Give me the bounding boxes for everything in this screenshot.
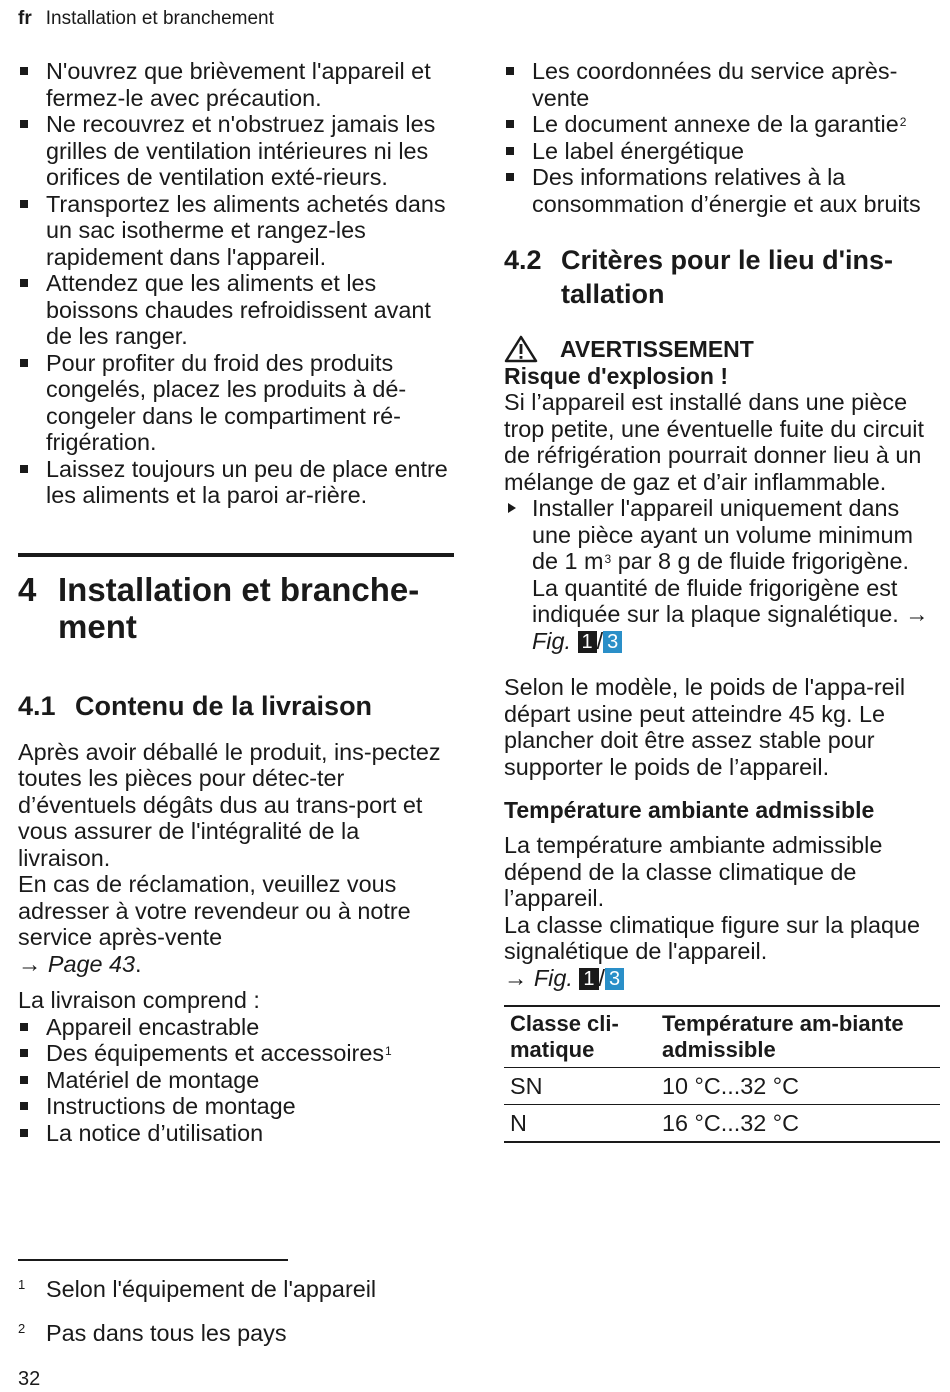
section-title: Critères pour le lieu d'ins-tallation [561,245,893,309]
page-reference[interactable]: → Page 43. [18,950,142,977]
list-item: Les coordonnées du service après-vente [504,58,940,111]
step-arrow-icon [508,503,516,513]
section-heading-4-1 [18,689,454,723]
table-header: Classe cli-matique [504,1006,656,1068]
warning-triangle-icon [504,335,538,363]
warning-text: Si l’appareil est installé dans une pièce trop petite, une éventuelle fuite du circuit de réfrigération pourrait donner lieu à un mélange de gaz et d’air inflammable. [504,389,924,495]
bullet-icon [20,1129,28,1137]
bullet-icon [20,359,28,367]
bullet-icon [20,1076,28,1084]
figure-badge-3[interactable]: 3 [605,968,624,990]
right-column [504,58,940,1143]
page-header [18,8,274,30]
list-item: Instructions de montage [18,1093,454,1120]
chapter-heading [18,571,454,645]
complaint-paragraph: En cas de réclamation, veuillez vous adresser à votre revendeur ou à notre service après-vente [18,871,411,950]
figure-reference[interactable]: Fig. [532,627,571,654]
table-cell: 10 °C...32 °C [656,1068,940,1105]
chapter-divider [18,553,454,557]
tips-list [18,58,454,509]
list-item: Appareil encastrable [18,1014,454,1041]
footnote-text: Selon l'équipement de l'appareil [46,1276,377,1302]
chapter-number: 4 [18,570,37,608]
left-column [18,58,454,1146]
bullet-icon [506,173,514,181]
chapter-title: Installation et branche-ment [58,570,420,645]
warning-title [504,335,940,363]
table-cell: N [504,1105,656,1143]
section-heading-4-2 [504,243,940,311]
bullet-icon [506,120,514,128]
bullet-icon [20,120,28,128]
table-header: Température am-biante admissible [656,1006,940,1068]
figure-reference-line: → Fig. 1 / 3 [504,965,940,992]
bullet-icon [506,147,514,155]
table-row [504,1105,940,1143]
footnote-marker[interactable]: 1 [385,1044,392,1058]
list-item: La notice d’utilisation [18,1120,454,1147]
figure-badge-1[interactable]: 1 [579,968,598,990]
figure-badge-3[interactable]: 3 [603,631,622,653]
table-cell: 16 °C...32 °C [656,1105,940,1143]
running-title: Installation et branchement [45,8,274,29]
list-item: Matériel de montage [18,1067,454,1094]
footnote-mark: 2 [18,1321,26,1336]
bullet-icon [20,200,28,208]
table-row [504,1068,940,1105]
list-item: N'ouvrez que brièvement l'appareil et fermez-le avec précaution. [18,58,454,111]
delivery-list-continued [504,58,940,217]
bullet-icon [20,67,28,75]
section-number: 4.2 [504,245,542,275]
language-code: fr [18,8,32,29]
list-item: Pour profiter du froid des produits congelés, placez les produits à dé-congeler dans le compartiment ré-frigération. [18,350,454,456]
list-item: Attendez que les aliments et les boissons chaudes refroidissent avant de les ranger. [18,270,454,350]
weight-paragraph: Selon le modèle, le poids de l'appa-reil départ usine peut atteindre 45 kg. Le plancher doit être assez stable pour supporter le poids de l’appareil. [504,674,906,780]
section-number: 4.1 [18,690,56,721]
list-item: Des informations relatives à la consommation d’énergie et aux bruits [504,164,940,217]
figure-badge-1[interactable]: 1 [578,631,597,653]
bullet-icon [20,279,28,287]
footnote-text: Pas dans tous les pays [46,1320,287,1346]
bullet-icon [506,67,514,75]
bullet-icon [20,1049,28,1057]
delivery-intro: La livraison comprend : [18,987,260,1013]
warning-subtitle: Risque d'explosion ! [504,363,728,389]
list-item: Des équipements et accessoires$^1$ [18,1040,454,1067]
bullet-icon [20,1102,28,1110]
table-header-row [504,1006,940,1068]
temperature-paragraph-2: La classe climatique figure sur la plaque signalétique de l'appareil. [504,911,921,964]
list-item: Ne recouvrez et n'obstruez jamais les grilles de ventilation intérieures ni les orifices de ventilation exté-rieurs. [18,111,454,191]
temperature-paragraph-1: La température ambiante admissible dépend de la classe climatique de l’appareil. [504,832,883,911]
bullet-icon [20,1023,28,1031]
bullet-icon [20,465,28,473]
footnote-divider [18,1259,288,1261]
climate-class-table [504,1005,940,1143]
list-item: Le label énergétique [504,138,940,165]
figure-reference[interactable]: Fig. [533,964,573,991]
list-item: Transportez les aliments achetés dans un sac isotherme et rangez-les rapidement dans l'appareil. [18,191,454,271]
inspection-paragraph: Après avoir déballé le produit, ins-pectez toutes les pièces pour détec-ter d’éventuels dégâts dus au trans-port et vous assurer de l'intégralité de la livraison. [18,738,441,871]
section-title: Contenu de la livraison [75,690,373,721]
list-item: Laissez toujours un peu de place entre les aliments et la paroi ar-rière. [18,456,454,509]
page-number: 32 [18,1368,41,1390]
footnote-marker[interactable]: 2 [899,115,907,129]
temperature-heading: Température ambiante admissible [504,797,875,823]
table-cell: SN [504,1068,656,1105]
footnote-mark: 1 [18,1277,26,1292]
list-item: Le document annexe de la garantie$^2$ [504,111,940,138]
delivery-list [18,1014,454,1147]
warning-label: AVERTISSEMENT [560,336,754,362]
footnote-1 [18,1276,376,1302]
warning-instruction: Installer l'appareil uniquement dans une pièce ayant un volume minimum de 1 m$^3$ par 8 g de fluide frigorigène. La quantité de fluide frigorigène est indiquée sur la plaque signalétique. → Fig. 1 / 3 [504,495,940,654]
footnote-2 [18,1320,287,1346]
